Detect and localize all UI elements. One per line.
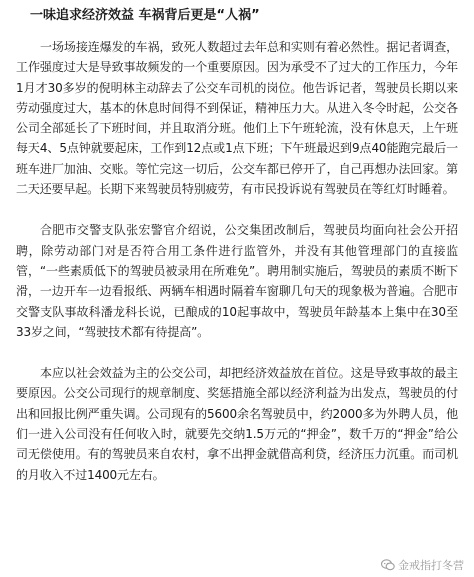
watermark-label: 金戒指打冬营 [398,559,464,572]
article-paragraph-2: 合肥市交警支队张宏警官介绍说，公交集团改制后，驾驶员均面向社会公开招聘，除劳动部门对是否符合用工条件进行监管外，并没有其他管理部门的直接监管，“一些素质低下的驾驶员被录用在所难免”。聘用制实施后，驾驶员的素质不断下滑，一边开车一边看报纸、两辆车相遇时隔着车窗聊几句天的现象极为普遍。合肥市交警支队事故科潘龙科长说，已酿成的10起事故中，驾驶员年龄基本上集中在30至33岁之间，“驾驶技术都有待提高”。 [16,223,458,339]
article-paragraph-1: 一场场接连爆发的车祸，致死人数超过去年总和实则有着必然性。据记者调查，工作强度过大是导致事故频发的一个重要原因。因为承受不了过大的工作压力，今年1月才30多岁的倪明林主动辞去了公交车司机的岗位。他告诉记者，驾驶员长期以来劳动强度过大，基本的休息时间得不到保证，精神压力大。从进入冬令时起，公交各公司全部延长了下班时间，并且取消分班。他们上下午班轮流，没有休息天，上午班每天4、5点钟就要起床，工作到12点或1点下班；下午班最迟到9点40能跑完最后一班车进厂加油、交账。等忙完这一切后，公交车都已停开了，自己再想办法回家。第二天还要早起。长期下来驾驶员特别疲劳，有市民投诉说有驾驶员在等红灯时睡着。 [16,40,458,197]
chat-bubble-icon [381,558,395,572]
article-paragraph-3: 本应以社会效益为主的公交公司，却把经济效益放在首位。这是导致事故的最主要原因。公交公司现行的规章制度、奖惩措施全部以经济利益为出发点，驾驶员的付出和回报比例严重失调。公司现有的5600余名驾驶员中，约2000多为外聘人员，他们一进入公司没有任何收入时，就要先交纳1.5万元的“押金”，数千万的“押金”给公司无偿使用。有的驾驶员来自农村，拿不出押金就借高利贷，经济压力沉重。而司机的月收入不过1400元左右。 [16,366,458,482]
paragraph-gap [16,199,458,220]
paragraph-gap [16,342,458,363]
source-watermark [379,556,466,574]
article-headline: 一味追求经济效益 车祸背后更是“人祸” [30,8,260,23]
